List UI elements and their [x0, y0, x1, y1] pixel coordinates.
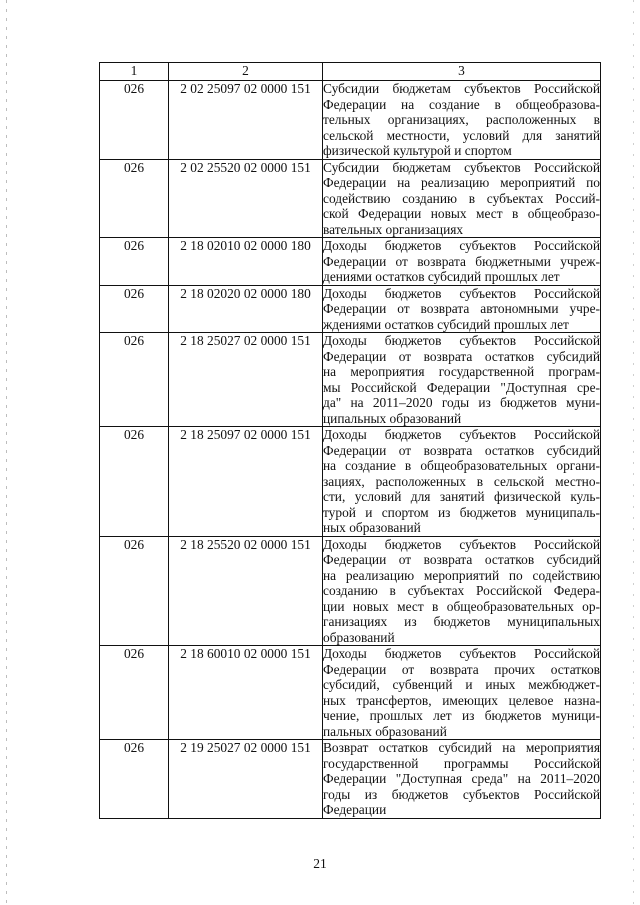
description-line: Доходы бюджетов субъектов Российской [323, 427, 600, 442]
income-description-cell [323, 159, 601, 238]
description-line: Субсидии бюджетам субъектов Российской [323, 81, 600, 96]
table-row [100, 238, 601, 286]
budget-classification-code-cell: 2 18 02010 02 0000 180 [169, 238, 323, 286]
description-line: Субсидии бюджетам субъектов Российской [323, 159, 600, 175]
description-line: ных образований [323, 520, 421, 535]
description-line: Доходы бюджетов субъектов Российской [323, 238, 600, 253]
description-line: турой и спортом из бюджетов муниципаль- [323, 504, 600, 520]
budget-classification-code-cell: 2 18 60010 02 0000 151 [169, 646, 323, 740]
table-row [100, 81, 601, 160]
table-row [100, 159, 601, 238]
table-row [100, 333, 601, 427]
description-line: Доходы бюджетов субъектов Российской [323, 646, 600, 661]
description-line: Федерации от возврата остатков субсидий [323, 552, 600, 567]
income-description-cell [323, 238, 601, 286]
description-line: Федерации от возврата остатков субсидий [323, 348, 600, 364]
description-line: на мероприятия государственной програм- [323, 364, 600, 379]
budget-classification-code-cell: 2 18 25097 02 0000 151 [169, 427, 323, 537]
description-line: ных трансфертов, имеющих целевое назна- [323, 692, 600, 708]
description-line: ции новых мест в общеобразовательных ор- [323, 598, 600, 614]
description-line: ганизациях из бюджетов муниципальных [323, 614, 600, 629]
description-line: физической культурой и спортом [323, 143, 512, 158]
admin-code-cell: 026 [100, 740, 169, 819]
description-line: государственной программы Российской [323, 755, 600, 771]
income-description-cell [323, 536, 601, 646]
description-line: Федерации на создание в общеобразова- [323, 96, 600, 112]
admin-code-cell: 026 [100, 81, 169, 160]
description-line: ципальных образований [323, 410, 462, 426]
budget-classification-code-cell: 2 19 25027 02 0000 151 [169, 740, 323, 819]
table-row [100, 427, 601, 537]
description-line: Федерации "Доступная среда" на 2011–2020 [323, 771, 600, 786]
income-description-cell [323, 81, 601, 160]
description-line: зациях, расположенных в сельской местно- [323, 473, 600, 489]
column-header-3: 3 [323, 63, 601, 81]
description-line: годы из бюджетов субъектов Российской [323, 786, 600, 802]
description-line: на реализацию мероприятий по содействию [323, 567, 600, 583]
description-line: образований [323, 629, 395, 645]
description-line: Федерации [323, 802, 387, 817]
admin-code-cell: 026 [100, 646, 169, 740]
budget-classification-code-cell: 2 18 25027 02 0000 151 [169, 333, 323, 427]
budget-classification-code-cell: 2 02 25097 02 0000 151 [169, 81, 323, 160]
description-line: субсидий, субвенций и иных межбюджет- [323, 677, 600, 692]
scan-edge-left [6, 0, 7, 905]
income-description-cell [323, 427, 601, 537]
income-description-cell [323, 740, 601, 819]
admin-code-cell: 026 [100, 238, 169, 286]
description-line: тельных организациях, расположенных в [323, 112, 600, 127]
table-body [100, 81, 601, 819]
description-line: мы Российской Федерации "Доступная сре- [323, 379, 600, 395]
column-header-1: 1 [100, 63, 169, 81]
table-header-row [100, 63, 601, 81]
income-description-cell [323, 646, 601, 740]
description-line: сельской местности, условий для занятий [323, 127, 600, 143]
description-line: ской Федерации новых мест в общеобразо- [323, 206, 600, 221]
admin-code-cell: 026 [100, 333, 169, 427]
description-line: Возврат остатков субсидий на мероприятия [323, 740, 600, 755]
admin-code-cell: 026 [100, 159, 169, 238]
description-line: Федерации от возврата прочих остатков [323, 661, 600, 677]
description-line: содействию созданию в субъектах Россий- [323, 190, 600, 206]
admin-code-cell: 026 [100, 285, 169, 333]
admin-code-cell: 026 [100, 536, 169, 646]
income-description-cell [323, 333, 601, 427]
table-row [100, 740, 601, 819]
description-line: созданию в субъектах Российской Федера- [323, 583, 600, 598]
column-header-2: 2 [169, 63, 323, 81]
budget-classification-code-cell: 2 02 25520 02 0000 151 [169, 159, 323, 238]
table-row [100, 646, 601, 740]
description-line: Федерации от возврата автономными учре- [323, 301, 600, 316]
description-line: Федерации от возврата бюджетными учреж- [323, 253, 600, 269]
table-row [100, 536, 601, 646]
page-number: 21 [313, 856, 327, 871]
income-description-cell [323, 285, 601, 333]
description-line: Федерации от возврата остатков субсидий [323, 442, 600, 458]
scan-edge-right [633, 0, 634, 905]
description-line: чение, прошлых лет из бюджетов муници- [323, 708, 600, 723]
description-line: Доходы бюджетов субъектов Российской [323, 536, 600, 552]
budget-classification-code-cell: 2 18 02020 02 0000 180 [169, 285, 323, 333]
description-line: Доходы бюджетов субъектов Российской [323, 285, 600, 301]
description-line: вательных организациях [323, 221, 464, 237]
description-line: сти, условий для занятий физической куль- [323, 489, 600, 504]
description-line: ждениями остатков субсидий прошлых лет [323, 316, 569, 332]
description-line: Доходы бюджетов субъектов Российской [323, 333, 600, 348]
budget-classification-code-cell: 2 18 25520 02 0000 151 [169, 536, 323, 646]
description-line: пальных образований [323, 723, 447, 739]
admin-code-cell: 026 [100, 427, 169, 537]
budget-codes-table [99, 62, 601, 819]
table-row [100, 285, 601, 333]
description-line: Федерации на реализацию мероприятий по [323, 175, 600, 190]
description-line: дениями остатков субсидий прошлых лет [323, 269, 560, 284]
description-line: на создание в общеобразовательных органи- [323, 458, 600, 473]
description-line: да" на 2011–2020 годы из бюджетов муни- [323, 395, 600, 410]
